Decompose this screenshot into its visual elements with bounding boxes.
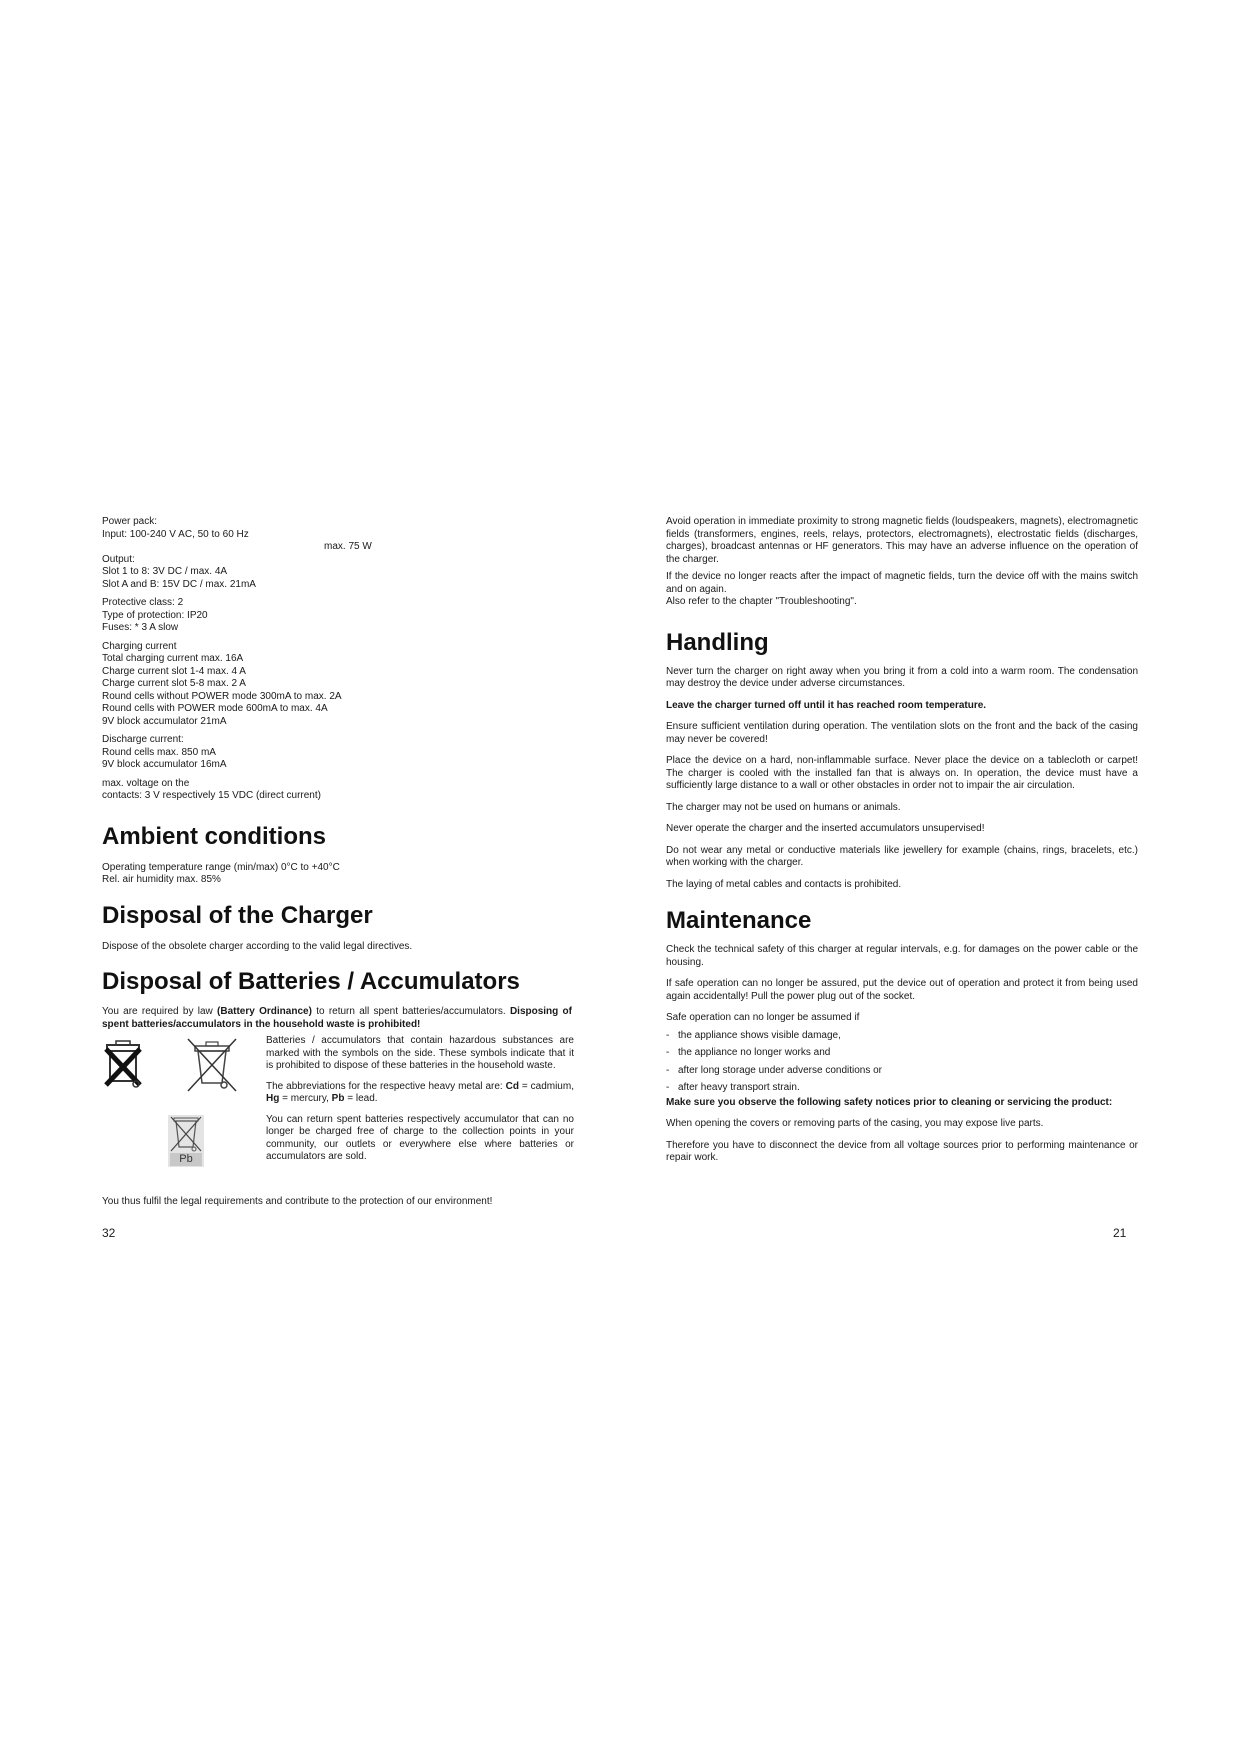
disposal-batteries-intro [102, 1006, 572, 1031]
abbr-text: = lead. [344, 1093, 378, 1104]
abbr-cd: Cd [505, 1080, 519, 1092]
list-item: - after heavy transport strain. [666, 1082, 800, 1093]
heading-disposal-charger: Disposal of the Charger [102, 901, 373, 929]
disposal-icons-text [266, 1035, 574, 1172]
abbr-hg: Hg [266, 1093, 280, 1104]
handling-text: Never turn the charger on right away when you bring it from a cold into a warm room. The condensation may destroy the device under adverse circumstances. [666, 665, 1138, 689]
troubleshooting-ref: Also refer to the chapter "Troubleshooting". [666, 596, 857, 607]
spec-line: Type of protection: IP20 [102, 609, 208, 621]
left-page [102, 516, 572, 1209]
maintenance-text: Therefore you have to disconnect the device from all voltage sources prior to performing maintenance or repair work. [666, 1139, 1138, 1163]
abbr-text: = mercury, [279, 1093, 332, 1104]
maintenance-text: Safe operation can no longer be assumed if [666, 1012, 860, 1023]
handling-text: The laying of metal cables and contacts is prohibited. [666, 878, 902, 890]
heading-ambient-conditions: Ambient conditions [102, 822, 326, 850]
spec-line: Discharge current: [102, 734, 184, 745]
spec-discharge-current [102, 734, 572, 772]
spec-max-voltage [102, 778, 572, 803]
spec-protection [102, 597, 572, 635]
maintenance-text: When opening the covers or removing parts of the casing, you may expose live parts. [666, 1118, 1044, 1129]
safety-notice-heading: Make sure you observe the following safety notices prior to cleaning or servicing the product: [666, 1096, 1113, 1108]
page-number-left: 32 [102, 1226, 116, 1240]
spec-line: Total charging current max. 16A [102, 653, 244, 664]
spec-line: Charge current slot 1-4 max. 4 A [102, 665, 246, 677]
prohibition-notice: Disposing of spent batteries/accumulators in the household waste is prohibited! [102, 1006, 572, 1030]
return-batteries-text: You can return spent batteries respectively accumulator that can no longer be charged free of charge to the collection points in your community, our outlets or everywhere else where batteries or accumulators are sold. [266, 1113, 574, 1162]
disposal-icons-section [102, 1035, 572, 1210]
spec-line: Input: 100-240 V AC, 50 to 60 Hz [102, 528, 249, 540]
pb-label: Pb [179, 1153, 193, 1165]
spec-line: Slot A and B: 15V DC / max. 21mA [102, 578, 256, 590]
list-item-text: after long storage under adverse conditions or [678, 1064, 883, 1076]
right-page [666, 516, 1138, 1165]
list-item-text: after heavy transport strain. [678, 1082, 800, 1093]
list-item-text: the appliance no longer works and [678, 1047, 831, 1058]
hazard-symbols-text: Batteries / accumulators that contain hazardous substances are marked with the symbols on the side. These symbols indicate that it is prohibited to dispose of these batteries in the household waste. [266, 1035, 574, 1071]
spec-charging-current [102, 641, 572, 729]
handling-text: The charger may not be used on humans or animals. [666, 801, 901, 813]
spec-line: Slot 1 to 8: 3V DC / max. 4A [102, 566, 228, 577]
spec-line: Round cells with POWER mode 600mA to max. 4A [102, 703, 328, 714]
crossed-bin-icon [104, 1039, 144, 1096]
abbr-text: = cadmium, [518, 1080, 574, 1092]
spec-line: Round cells without POWER mode 300mA to max. 2A [102, 690, 342, 702]
magnetic-reset-text: If the device no longer reacts after the impact of magnetic fields, turn the device off with the mains switch and on again. [666, 571, 1138, 595]
handling-text: Never operate the charger and the inserted accumulators unsupervised! [666, 823, 985, 834]
spec-line: Charge current slot 5-8 max. 2 A [102, 678, 246, 689]
spec-line: contacts: 3 V respectively 15 VDC (direct current) [102, 790, 321, 801]
disposal-charger-text: Dispose of the obsolete charger according to the valid legal directives. [102, 940, 413, 952]
spec-line: Power pack: [102, 516, 158, 527]
ambient-line: Operating temperature range (min/max) 0°C to +40°C [102, 861, 340, 873]
abbr-pb: Pb [331, 1093, 345, 1104]
maintenance-text: Check the technical safety of this charger at regular intervals, e.g. for damages on the power cable or the housing. [666, 944, 1138, 968]
spec-line: max. voltage on the [102, 777, 190, 789]
spec-line: 9V block accumulator 21mA [102, 715, 227, 727]
page-number-right: 21 [1113, 1226, 1127, 1240]
environment-closing-text: You thus fulfil the legal requirements and contribute to the protection of our environment! [102, 1196, 493, 1207]
list-item: - after long storage under adverse conditions or [666, 1064, 883, 1076]
heavy-metal-abbreviations [266, 1081, 574, 1106]
intro-text: to return all spent batteries/accumulators. [311, 1006, 510, 1017]
spec-line: Round cells max. 850 mA [102, 746, 216, 758]
heading-maintenance: Maintenance [666, 907, 812, 934]
spec-line-max-power: max. 75 W [324, 541, 372, 552]
maintenance-text: If safe operation can no longer be assured, put the device out of operation and protect it from being used again accidentally! Pull the power plug out of the socket. [666, 978, 1138, 1002]
heading-disposal-batteries: Disposal of Batteries / Accumulators [102, 968, 520, 995]
list-item: - the appliance no longer works and [666, 1047, 831, 1058]
magnetic-fields-text: Avoid operation in immediate proximity to strong magnetic fields (loudspeakers, magnets), electromagnetic fields (transformers, engines, reels, relays, protectors, electromagnets), electrostatic fields (discharges, charges), broadcast antennas or HF generators. This may have an adverse influence on the operation of the charger. [666, 516, 1138, 565]
handling-text: Do not wear any metal or conductive materials like jewellery for example (chains, rings, bracelets, etc.) when working with the charger. [666, 844, 1138, 868]
list-item: - the appliance shows visible damage, [666, 1029, 841, 1041]
spec-line: Protective class: 2 [102, 597, 184, 608]
list-item-text: the appliance shows visible damage, [678, 1029, 841, 1041]
ambient-line: Rel. air humidity max. 85% [102, 874, 221, 885]
spec-power-pack [102, 516, 572, 591]
battery-ordinance: (Battery Ordinance) [217, 1006, 312, 1017]
spec-line: Charging current [102, 640, 177, 652]
handling-warning: Leave the charger turned off until it has reached room temperature. [666, 699, 987, 711]
handling-text: Ensure sufficient ventilation during operation. The ventilation slots on the front and the back of the casing may never be covered! [666, 721, 1138, 745]
ambient-text [102, 862, 572, 887]
intro-text: You are required by law [102, 1006, 218, 1017]
handling-text: Place the device on a hard, non-inflammable surface. Never place the device on a tablecloth or carpet! The charger is cooled with the installed fan that is always on. In operation, the device must have a sufficiently large distance to a wall or other obstacles in order not to impair the air circulation. [666, 755, 1138, 791]
spec-line: Output: [102, 553, 135, 565]
spec-line: 9V block accumulator 16mA [102, 759, 227, 770]
heading-handling: Handling [666, 628, 769, 656]
crossed-wheelie-bin-icon [186, 1037, 238, 1098]
pb-crossed-bin-icon [168, 1115, 204, 1172]
spec-line: Fuses: * 3 A slow [102, 622, 179, 633]
abbr-text: The abbreviations for the respective heavy metal are: [266, 1080, 506, 1092]
